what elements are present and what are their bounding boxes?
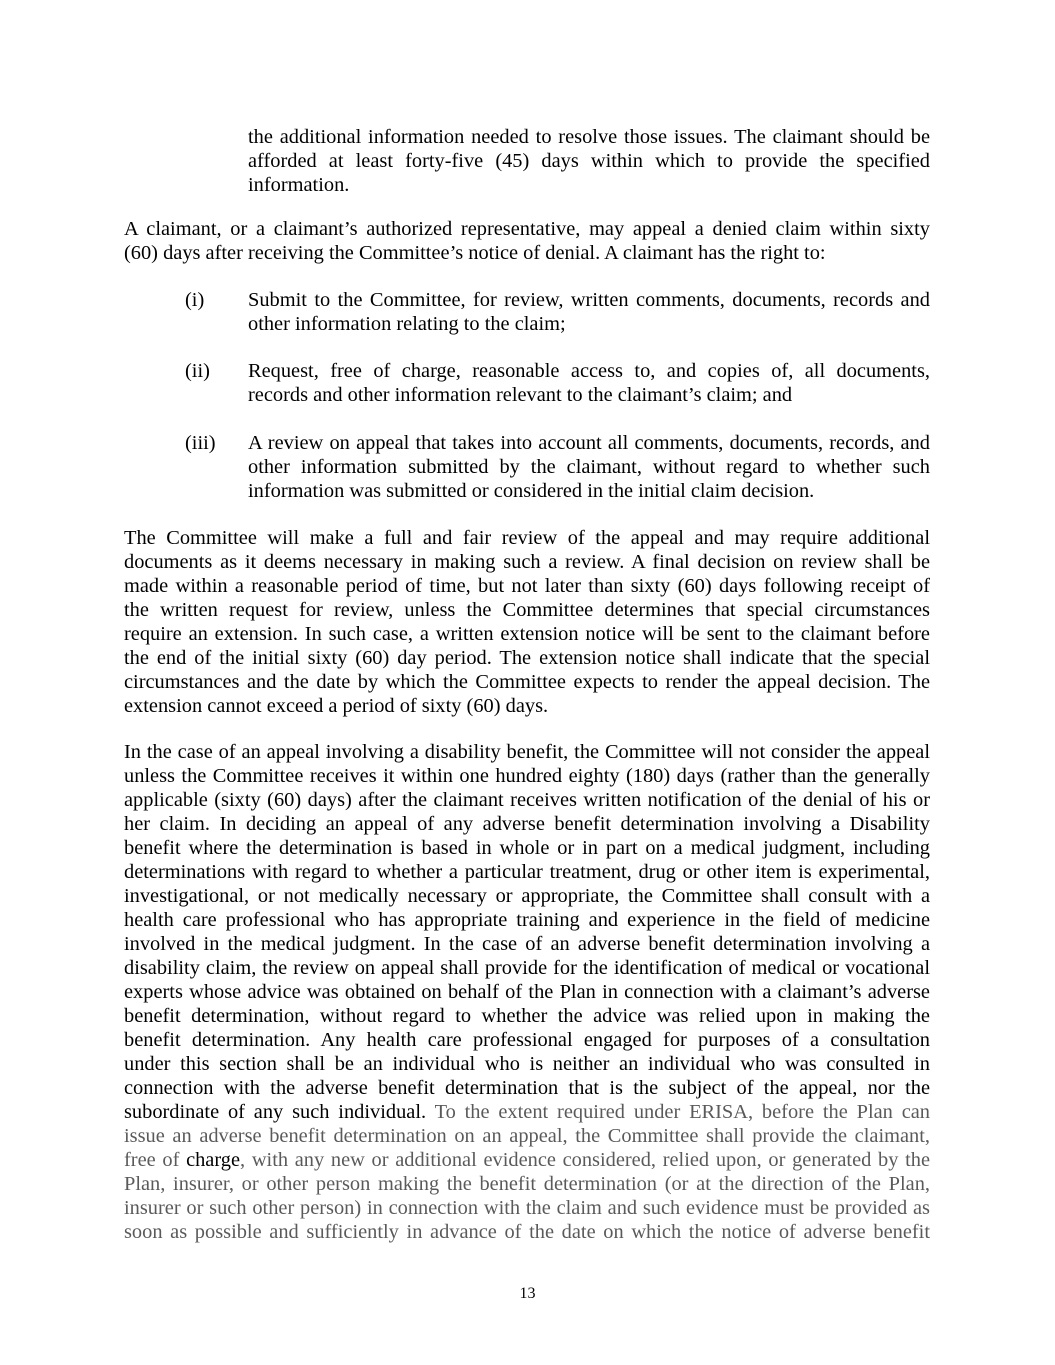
text-line: In the case of an appeal involving a disability benefit, the Committee will not consider the appeal [124, 741, 930, 763]
page-number: 13 [519, 1285, 536, 1302]
text-line: Submit to the Committee, for review, written comments, documents, records and [248, 289, 930, 311]
text-line: The Committee will make a full and fair review of the appeal and may require additional [124, 527, 930, 549]
para-disability [124, 740, 930, 1244]
list-item-number: (i) [185, 289, 205, 311]
text-line: determinations with regard to whether a particular treatment, drug or other item is experimental, [124, 861, 930, 883]
text-line: documents as it deems necessary in making such a review. A final decision on review shall be [124, 551, 930, 573]
text-line: the end of the initial sixty (60) day period. The extension notice shall indicate that the special [124, 647, 930, 669]
text-line: require an extension. In such case, a written extension notice will be sent to the claimant before [124, 623, 930, 645]
text-segment: subordinate of any such individual. [124, 1101, 435, 1123]
added-text-segment: To the extent required under ERISA, before the Plan can [434, 1101, 930, 1123]
text-line: involved in the medical judgment. In the case of an adverse benefit determination involving a [124, 933, 930, 955]
text-line: records and other information relevant to the claimant’s claim; and [248, 384, 793, 406]
added-text-segment: Plan, insurer, or other person making the benefit determination (or at the direction of the Plan, [124, 1173, 930, 1195]
text-line: her claim. In deciding an appeal of any adverse benefit determination involving a Disability [124, 813, 930, 835]
para-review [124, 526, 930, 718]
added-text-segment: issue an adverse benefit determination on an appeal, the Committee shall provide the claimant, [124, 1125, 930, 1147]
text-line: experts whose advice was obtained on behalf of the Plan in connection with a claimant’s adverse [124, 981, 930, 1003]
para-continuation [248, 125, 930, 197]
text-line [124, 1148, 930, 1172]
added-text-segment: soon as possible and sufficiently in advance of the date on which the notice of adverse benefit [124, 1221, 930, 1243]
item-ii [248, 359, 930, 407]
text-line: other information relating to the claim; [248, 313, 566, 335]
para-appeal-right [124, 217, 930, 265]
text-line: investigational, or not medically necessary or appropriate, the Committee shall consult with a [124, 885, 930, 907]
text-line [124, 1124, 930, 1148]
text-line: benefit where the determination is based in whole or in part on a medical judgment, including [124, 837, 930, 859]
text-line [124, 1100, 930, 1124]
text-line: benefit determination, without regard to whether the advice was relied upon in making the [124, 1005, 930, 1027]
text-line: (60) days after receiving the Committee’s notice of denial. A claimant has the right to: [124, 242, 826, 264]
list-item-number: (ii) [185, 360, 210, 382]
text-line: other information submitted by the claimant, without regard to whether such [248, 456, 930, 478]
list-item-number: (iii) [185, 432, 216, 454]
item-iii [248, 431, 930, 503]
text-line [124, 1220, 930, 1244]
text-line: the additional information needed to resolve those issues. The claimant should be [248, 126, 930, 148]
text-line: health care professional who has appropriate training and experience in the field of medicine [124, 909, 930, 931]
text-line: made within a reasonable period of time, but not later than sixty (60) days following receipt of [124, 575, 930, 597]
text-line: applicable (sixty (60) days) after the claimant receives written notification of the denial of his or [124, 789, 930, 811]
text-line: unless the Committee receives it within one hundred eighty (180) days (rather than the generally [124, 765, 930, 787]
added-text-segment: , with any new or additional evidence considered, relied upon, or generated by the [240, 1149, 930, 1171]
text-line: Request, free of charge, reasonable access to, and copies of, all documents, [248, 360, 930, 382]
text-line: extension cannot exceed a period of sixty (60) days. [124, 695, 549, 717]
text-line: A claimant, or a claimant’s authorized representative, may appeal a denied claim within sixty [124, 218, 930, 240]
text-line: information. [248, 174, 350, 196]
text-segment: charge [186, 1149, 241, 1171]
text-line: connection with the adverse benefit determination that is the subject of the appeal, nor the [124, 1077, 930, 1099]
item-i [248, 288, 930, 336]
text-line: disability claim, the review on appeal shall provide for the identification of medical or vocational [124, 957, 930, 979]
added-text-segment: insurer or such other person) in connection with the claim and such evidence must be provided as [124, 1197, 930, 1219]
text-line: afforded at least forty-five (45) days within which to provide the specified [248, 150, 930, 172]
text-line: under this section shall be an individual who is neither an individual who was consulted in [124, 1053, 930, 1075]
text-line [124, 1196, 930, 1220]
text-line: benefit determination. Any health care professional engaged for purposes of a consultation [124, 1029, 930, 1051]
text-line: the written request for review, unless the Committee determines that special circumstances [124, 599, 930, 621]
added-text-segment: free of [124, 1149, 187, 1171]
text-line [124, 1172, 930, 1196]
text-line: circumstances and the date by which the Committee expects to render the appeal decision. The [124, 671, 930, 693]
text-line: information was submitted or considered in the initial claim decision. [248, 480, 815, 502]
text-line: A review on appeal that takes into account all comments, documents, records, and [248, 432, 930, 454]
